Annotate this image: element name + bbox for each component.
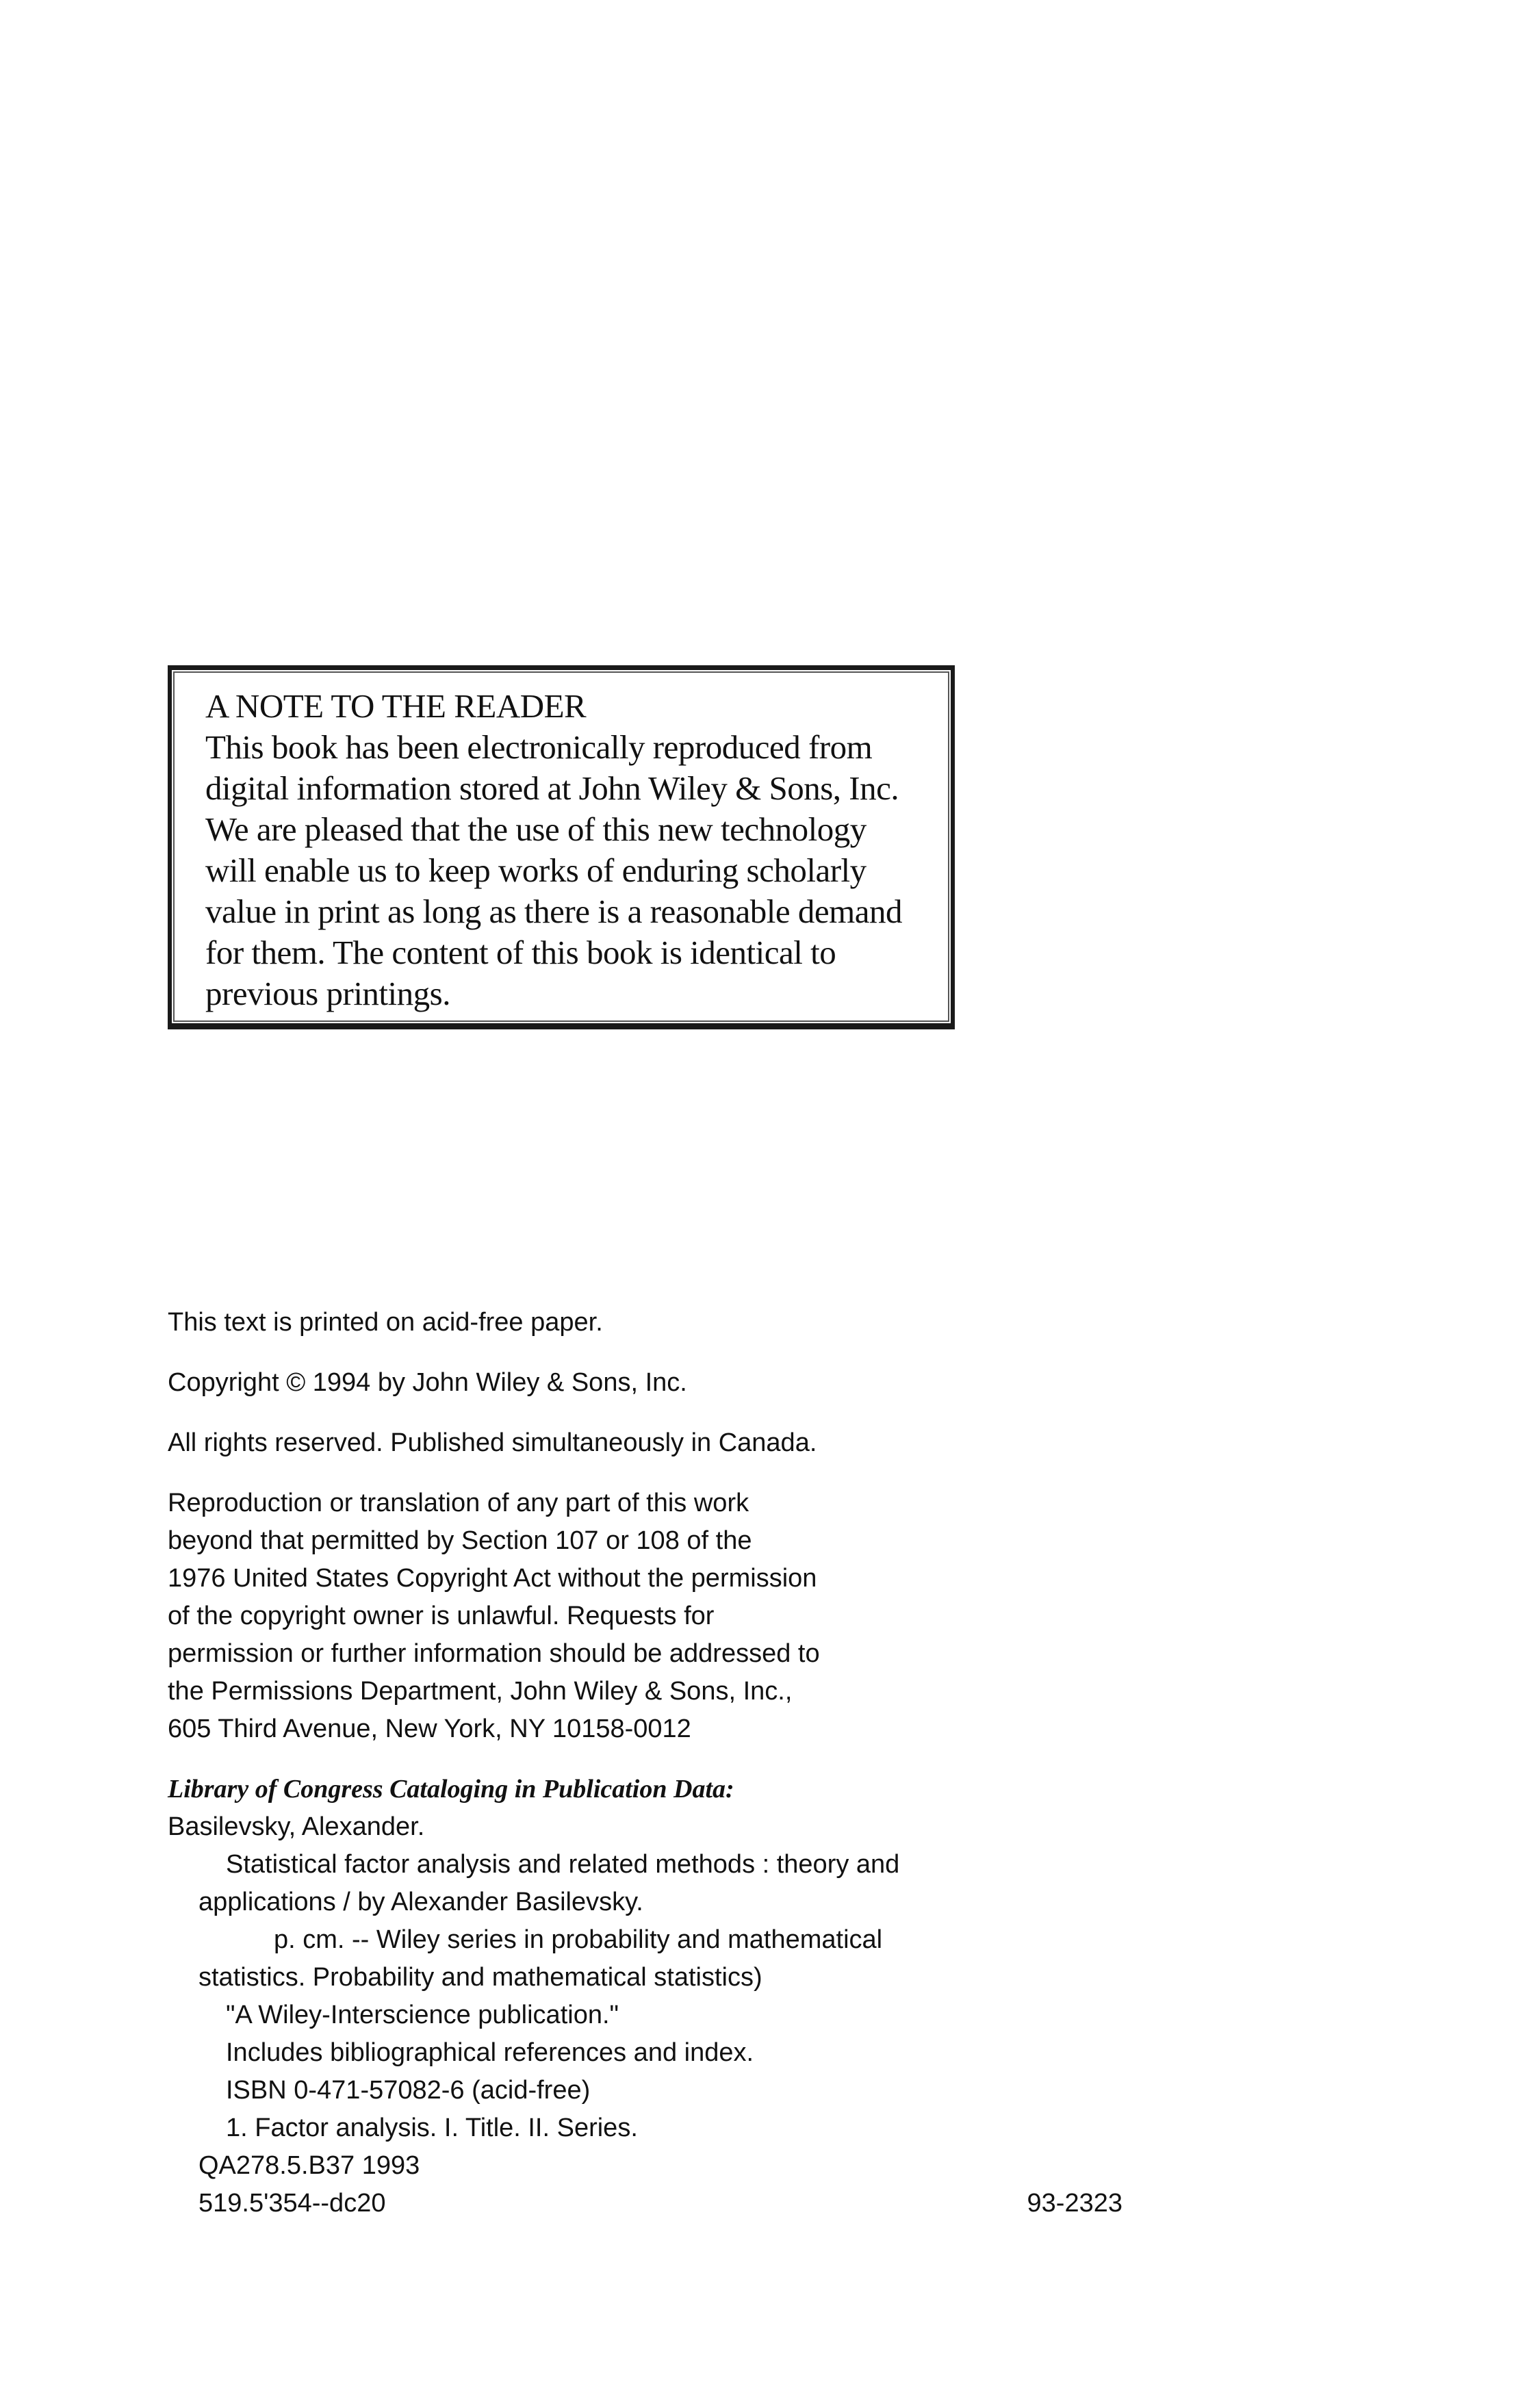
cip-lccn: 93-2323 [1027,2189,1122,2218]
reproduction-line: 1976 United States Copyright Act without the permission [168,1564,817,1593]
reproduction-paragraph [168,1485,1140,1748]
rights-line: All rights reserved. Published simultaneously in Canada. [168,1428,817,1457]
cip-call-number: QA278.5.B37 1993 [198,2151,420,2180]
reproduction-line: the Permissions Department, John Wiley & Sons, Inc., [168,1677,793,1706]
copyright-imprint [168,1304,1140,2222]
cip-series-line: statistics. Probability and mathematical statistics) [198,1963,762,1992]
reader-note [205,686,945,1014]
reader-note-line: This book has been electronically reproduced from [205,728,873,766]
copyright-line: Copyright © 1994 by John Wiley & Sons, Inc. [168,1368,687,1397]
cip-note-line: Includes bibliographical references and index. [226,2038,754,2067]
reproduction-line: of the copyright owner is unlawful. Requests for [168,1602,715,1630]
reader-note-line: digital information stored at John Wiley & Sons, Inc. [205,769,899,807]
cip-isbn: ISBN 0-471-57082-6 (acid-free) [226,2076,591,2105]
cip-note-line: "A Wiley-Interscience publication." [226,2001,619,2029]
cip-classification-row [168,2185,1122,2222]
cip-dewey-number: 519.5'354--dc20 [198,2189,386,2218]
reproduction-line: Reproduction or translation of any part of this work [168,1489,749,1517]
reproduction-line: 605 Third Avenue, New York, NY 10158-0012 [168,1715,691,1743]
reproduction-line: beyond that permitted by Section 107 or 108 of the [168,1526,752,1555]
cip-title-line: Statistical factor analysis and related methods : theory and [226,1850,900,1879]
reproduction-line: permission or further information should be addressed to [168,1639,820,1668]
reader-note-line: will enable us to keep works of enduring scholarly [205,851,867,889]
cip-series-line: p. cm. -- Wiley series in probability and mathematical [274,1925,883,1954]
cip-heading: Library of Congress Cataloging in Publication Data: [168,1775,734,1803]
cip-subjects: 1. Factor analysis. I. Title. II. Series. [226,2114,638,2142]
reader-note-line: We are pleased that the use of this new technology [205,810,867,848]
cip-title-line: applications / by Alexander Basilevsky. [198,1888,643,1916]
reader-note-line: value in print as long as there is a reasonable demand [205,893,902,930]
cip-author: Basilevsky, Alexander. [168,1812,425,1841]
reader-note-line: previous printings. [205,975,450,1012]
acid-free-notice: This text is printed on acid-free paper. [168,1308,603,1337]
reader-note-heading: A NOTE TO THE READER [205,687,587,725]
reader-note-line: for them. The content of this book is identical to [205,934,836,971]
